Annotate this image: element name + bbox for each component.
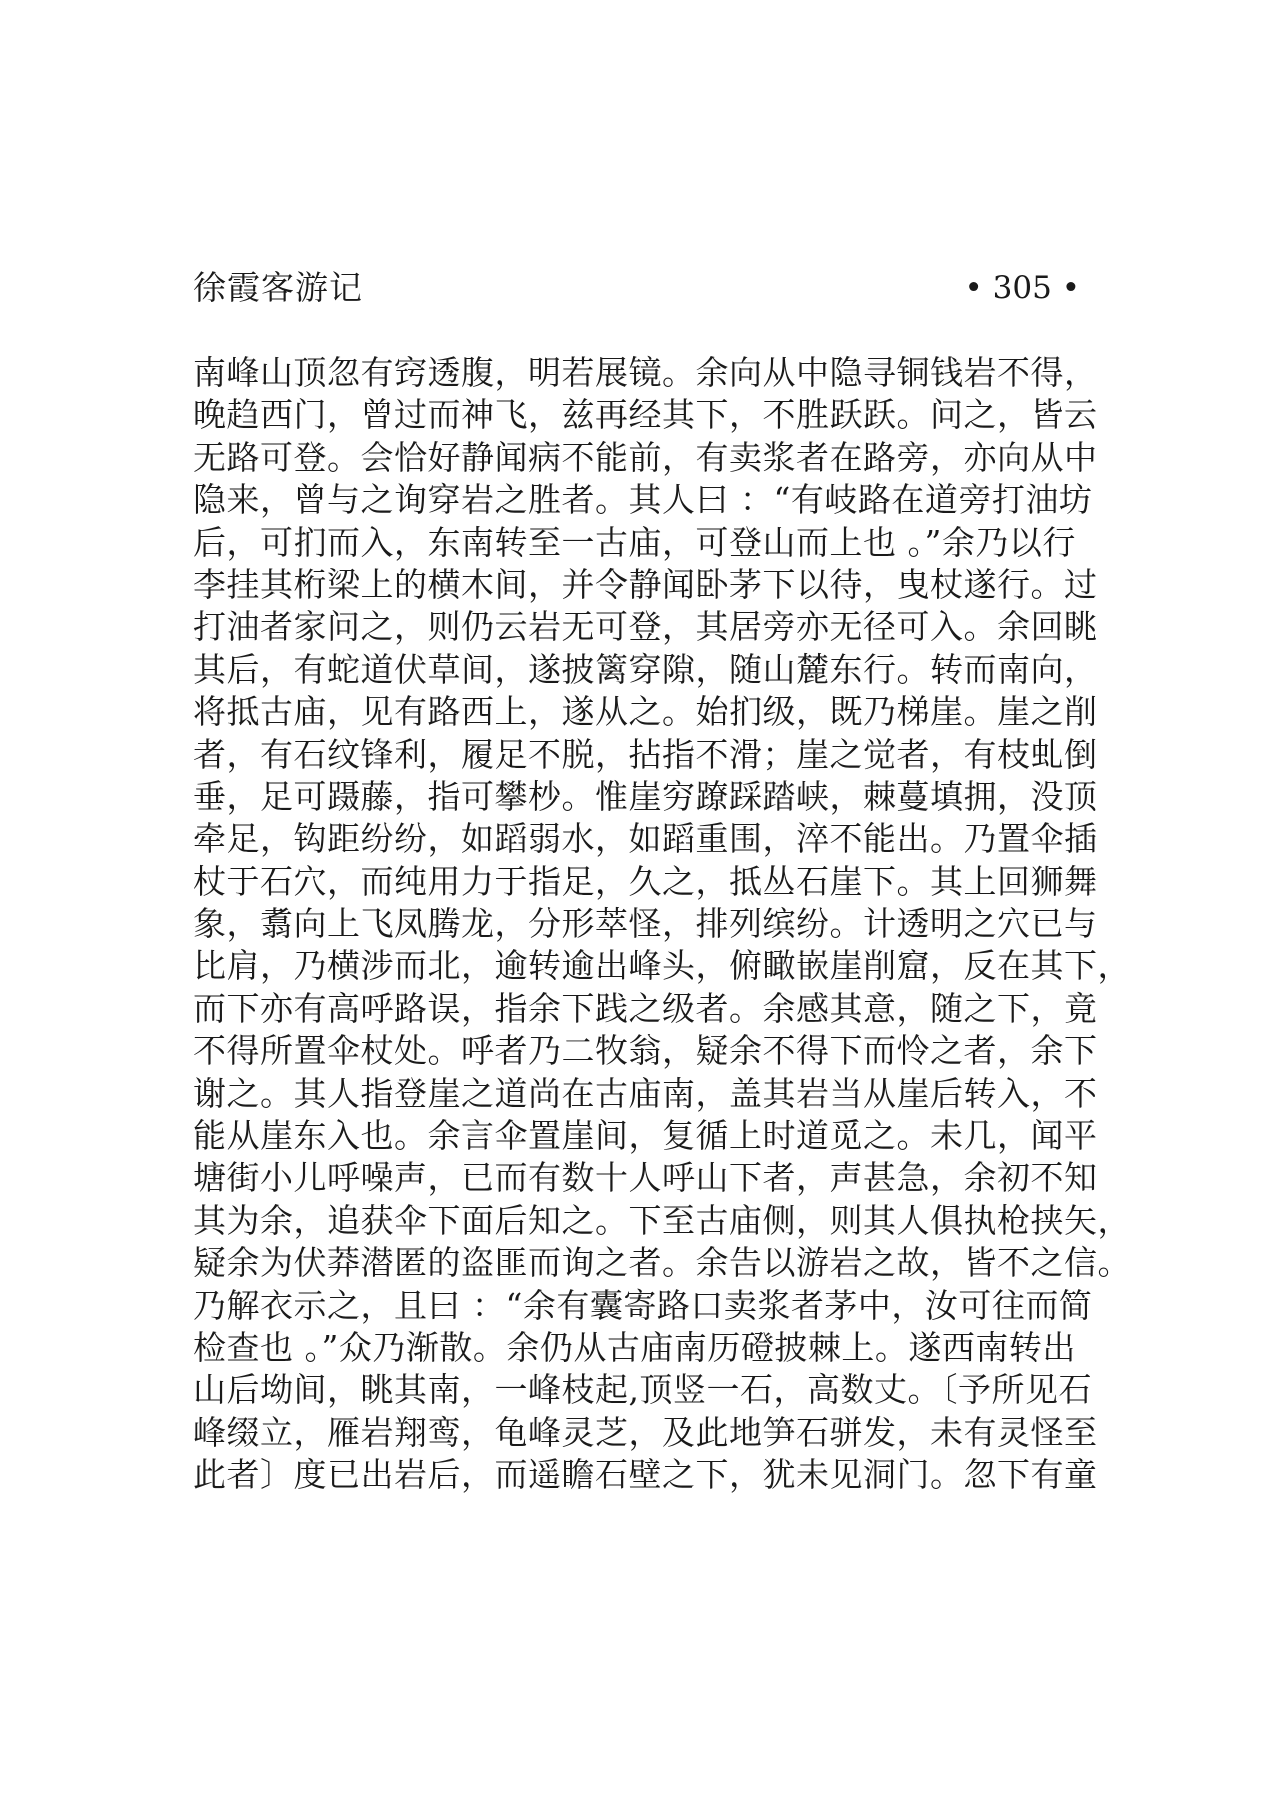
text-line: 峰缀立，雁岩翔鸾，龟峰灵芝，及此地笋石骈发，未有灵怪至 [193, 1412, 1098, 1452]
text-line: 谢之。其人指登崖之道尚在古庙南，盖其岩当从崖后转入，不 [193, 1073, 1098, 1113]
text-line: 象，翥向上飞凤腾龙，分形萃怪，排列缤纷。计透明之穴已与 [193, 904, 1098, 944]
text-line: 无路可登。会恰好静闻病不能前，有卖浆者在路旁，亦向从中 [193, 437, 1098, 477]
page-header [193, 266, 1080, 310]
text-line: 者，有石纹锋利，履足不脱，拈指不滑；崖之觉者，有枝虬倒 [193, 734, 1098, 774]
text-line: 李挂其桁梁上的横木间，并令静闻卧茅下以待，曳杖遂行。过 [193, 564, 1098, 604]
text-line: 塘街小儿呼噪声，已而有数十人呼山下者，声甚急，余初不知 [193, 1158, 1098, 1198]
text-line: 晚趋西门，曾过而神飞，兹再经其下，不胜跃跃。问之，皆云 [193, 395, 1098, 435]
body-text [193, 352, 1131, 1497]
text-line: 比肩，乃横涉而北，逾转逾出峰头，俯瞰嵌崖削窟，反在其下， [193, 946, 1131, 986]
text-line: 山后坳间，眺其南，一峰枝起,顶竖一石，高数丈。〔予所见石 [193, 1370, 1092, 1410]
text-line: 牵足，钩距纷纷，如蹈弱水，如蹈重围，淬不能出。乃置伞插 [193, 819, 1098, 859]
text-line: 检查也 。”众乃渐散。余仍从古庙南历磴披棘上。遂西南转出 [193, 1327, 1076, 1367]
text-line: 将抵古庙，见有路西上，遂从之。始扪级，既乃梯崖。崖之削 [193, 692, 1098, 732]
text-line: 隐来，曾与之询穿岩之胜者。其人曰 ：“有岐路在道旁打油坊 [193, 480, 1093, 520]
text-line: 后，可扪而入，东南转至一古庙，可登山而上也 。”余乃以行 [193, 522, 1076, 562]
text-line: 而下亦有高呼路误，指余下践之级者。余感其意，随之下，竟 [193, 988, 1098, 1028]
text-line: 此者〕度已出岩后，而遥瞻石壁之下，犹未见洞门。忽下有童 [193, 1455, 1098, 1495]
text-line: 能从崖东入也。余言伞置崖间，复循上时道觅之。未几，闻平 [193, 1116, 1098, 1156]
page-number: • 305 • [964, 270, 1080, 306]
text-line: 打油者家问之，则仍云岩无可登，其居旁亦无径可入。余回眺 [193, 607, 1098, 647]
text-line: 南峰山顶忽有窍透腹，明若展镜。余向从中隐寻铜钱岩不得， [193, 353, 1098, 392]
book-title: 徐霞客游记 [193, 268, 363, 307]
text-line: 垂，足可蹑藤，指可攀杪。惟崖穷蹽踩踏峡，棘蔓填拥，没顶 [193, 776, 1098, 816]
text-line: 杖于石穴，而纯用力于指足，久之，抵丛石崖下。其上回狮舞 [193, 861, 1098, 901]
text-line: 其后，有蛇道伏草间，遂披篱穿隙，随山麓东行。转而南向， [193, 649, 1098, 689]
text-line: 不得所置伞杖处。呼者乃二牧翁，疑余不得下而怜之者，余下 [193, 1031, 1098, 1071]
text-line: 其为余，追获伞下面后知之。下至古庙侧，则其人俱执枪挟矢， [193, 1200, 1131, 1240]
text-line: 疑余为伏莽潜匿的盗匪而询之者。余告以游岩之故，皆不之信。 [193, 1243, 1131, 1283]
text-line: 乃解衣示之，且曰 ：“余有囊寄路口卖浆者茅中，汝可往而简 [193, 1285, 1093, 1325]
